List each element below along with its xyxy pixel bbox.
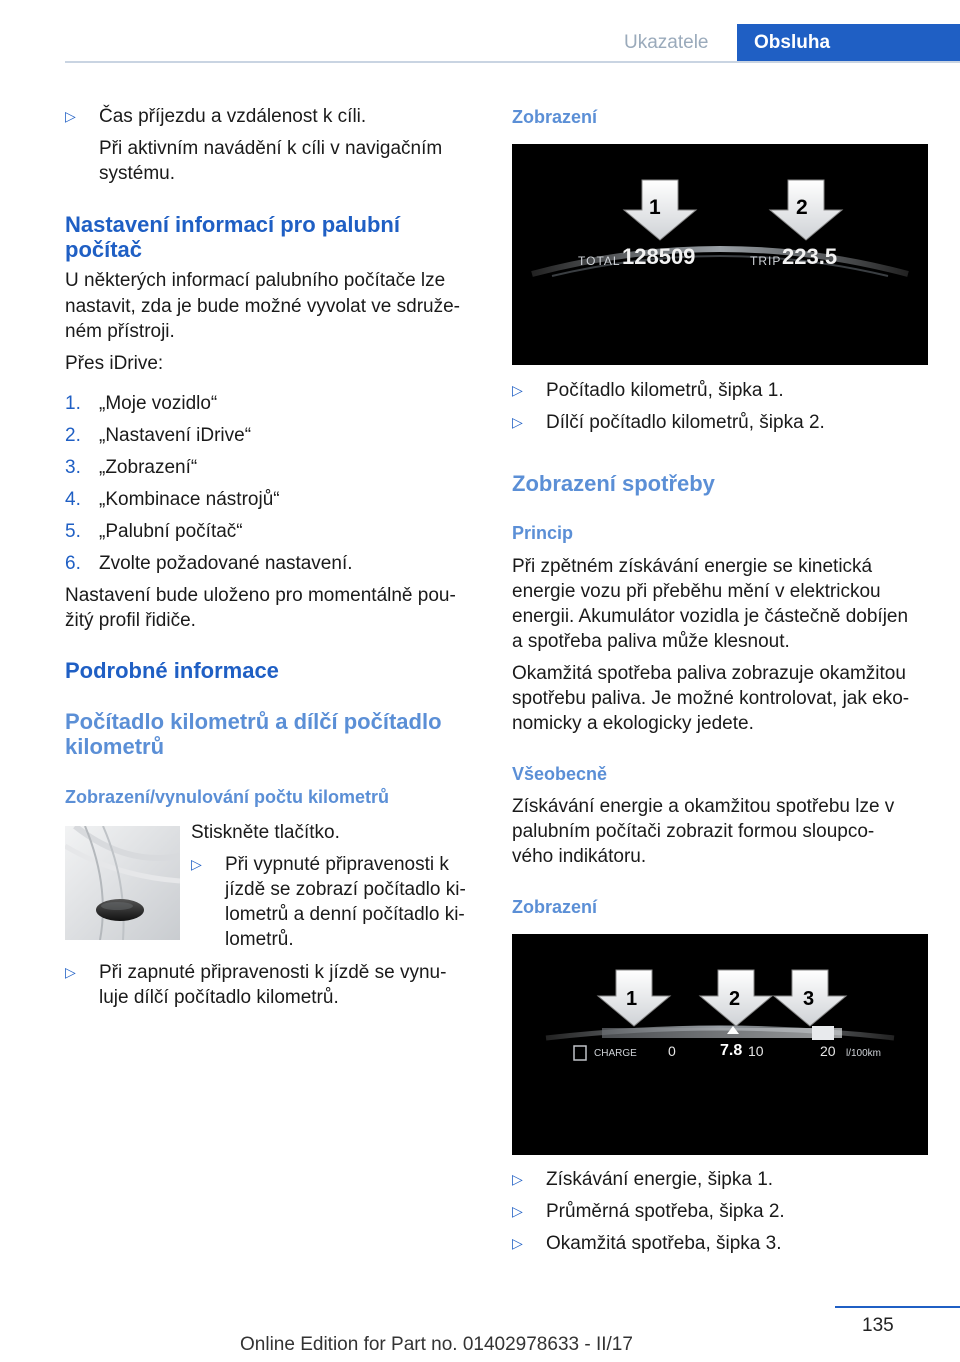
total-value: 128509 [622, 244, 696, 269]
bullet-line: Při vypnuté připravenosti k [225, 854, 449, 875]
paragraph-line: energii. Akumulátor vozidla je částečně dobíjen [512, 606, 909, 627]
paragraph-line: nastavit, zda je bude možné vyvolat ve sdruže‐ [65, 296, 460, 317]
bullet-line: lometrů a denní počítadlo ki‐ [225, 904, 465, 925]
step-number: 2. [65, 425, 81, 446]
button-photo [65, 826, 180, 940]
trip-value: 223.5 [782, 244, 838, 269]
heading-zobrazeni: Zobrazení [512, 107, 598, 127]
bullet-icon: ▷ [512, 1203, 523, 1219]
list-item: Okamžitá spotřeba, šipka 3. [546, 1233, 782, 1254]
heading-spotreba: Zobrazení spotřeby [512, 471, 715, 496]
total-label: TOTAL [578, 254, 621, 268]
paragraph-line: Okamžitá spotřeba paliva zobrazuje okamžitou [512, 663, 906, 684]
bullet-icon: ▷ [65, 108, 76, 124]
charge-label: CHARGE [594, 1048, 637, 1059]
bullet-line: lometrů. [225, 929, 294, 950]
arrow-label: 1 [626, 988, 638, 1010]
step-text: „Palubní počítač“ [99, 521, 243, 542]
bullet-icon: ▷ [512, 1171, 523, 1187]
paragraph-line: spotřebu paliva. Je možné kontrolovat, jak eko‐ [512, 688, 910, 709]
bullet-icon: ▷ [512, 382, 523, 398]
tick-label: 20 [820, 1043, 836, 1059]
paragraph-line: ném přístroji. [65, 321, 175, 342]
arrow-label: 2 [796, 196, 808, 219]
page-number: 135 [862, 1315, 894, 1336]
list-item: Průměrná spotřeba, šipka 2. [546, 1201, 785, 1222]
average-value: 7.8 [720, 1042, 743, 1059]
list-item: Získávání energie, šipka 1. [546, 1169, 774, 1190]
paragraph-line: nomicky a ekologicky jedete. [512, 713, 754, 734]
heading-princip: Princip [512, 523, 574, 543]
bullet-line: Při zapnuté připravenosti k jízdě se vynu‐ [99, 962, 447, 983]
footer-divider [835, 1306, 960, 1308]
bullet-icon: ▷ [512, 1235, 523, 1251]
step-text: „Moje vozidlo“ [99, 393, 218, 414]
heading-pocitadlo-cont: kilometrů [65, 734, 165, 759]
heading-podrobne: Podrobné informace [65, 658, 279, 683]
bullet-sub-line: Při aktivním navádění k cíli v navigačním [99, 138, 443, 159]
step-number: 1. [65, 393, 81, 414]
paragraph-line: energie vozu při přeběhu mění v elektrickou [512, 581, 881, 602]
heading-zobrazeni-vynulovani: Zobrazení/vynulování počtu kilometrů [65, 787, 390, 807]
tick-label: 0 [668, 1043, 676, 1059]
step-number: 4. [65, 489, 81, 510]
step-text: „Nastavení iDrive“ [99, 425, 252, 446]
heading-pocitadlo: Počítadlo kilometrů a dílčí počítadlo [65, 709, 442, 734]
heading-zobrazeni-2: Zobrazení [512, 897, 598, 917]
bullet-icon: ▷ [65, 964, 76, 980]
footer-edition: Online Edition for Part no. 01402978633 - II/17 [240, 1334, 633, 1355]
paragraph-idrive: Přes iDrive: [65, 353, 164, 374]
paragraph-line: palubním počítači zobrazit formou sloupco‐ [512, 821, 875, 842]
step-number: 3. [65, 457, 81, 478]
odometer-image [512, 144, 928, 365]
bullet-line: luje dílčí počítadlo kilometrů. [99, 987, 339, 1008]
paragraph-line: U některých informací palubního počítače lze [65, 270, 446, 291]
heading-nastaveni-cont: počítač [65, 237, 143, 262]
paragraph-line: žitý profil řidiče. [65, 610, 196, 631]
step-text: „Zobrazení“ [99, 457, 198, 478]
paragraph-line: vého indikátoru. [512, 846, 647, 867]
tab-ukazatele[interactable]: Ukazatele [624, 32, 709, 53]
paragraph-line: Při zpětném získávání energie se kinetická [512, 556, 873, 577]
bullet-icon: ▷ [512, 414, 523, 430]
trip-label: TRIP [750, 254, 782, 268]
paragraph-line: a spotřeba paliva může klesnout. [512, 631, 790, 652]
paragraph-line: Nastavení bude uloženo pro momentálně pou‐ [65, 585, 456, 606]
step-text: Zvolte požadované nastavení. [99, 553, 353, 574]
list-item: Dílčí počítadlo kilometrů, šipka 2. [546, 412, 825, 433]
bullet-line: jízdě se zobrazí počítadlo ki‐ [225, 879, 466, 900]
tick-label: 10 [748, 1043, 764, 1059]
unit-label: l/100km [846, 1048, 882, 1059]
step-number: 6. [65, 553, 81, 574]
step-number: 5. [65, 521, 81, 542]
arrow-label: 3 [803, 988, 815, 1010]
list-item: Počítadlo kilometrů, šipka 1. [546, 380, 784, 401]
paragraph-stisknete: Stiskněte tlačítko. [191, 822, 340, 843]
arrow-label: 1 [649, 196, 661, 219]
bullet-icon: ▷ [191, 856, 202, 872]
bullet-text-cas: Čas příjezdu a vzdálenost k cíli. [99, 106, 367, 127]
header-divider [65, 61, 960, 63]
tab-obsluha[interactable]: Obsluha [737, 24, 960, 62]
bullet-sub-line: systému. [99, 163, 176, 184]
consumption-image [512, 934, 928, 1155]
arrow-label: 2 [729, 988, 741, 1010]
heading-vseobecne: Všeobecně [512, 764, 608, 784]
heading-nastaveni: Nastavení informací pro palubní [65, 212, 400, 237]
paragraph-line: Získávání energie a okamžitou spotřebu lze v [512, 796, 895, 817]
step-text: „Kombinace nástrojů“ [99, 489, 280, 510]
